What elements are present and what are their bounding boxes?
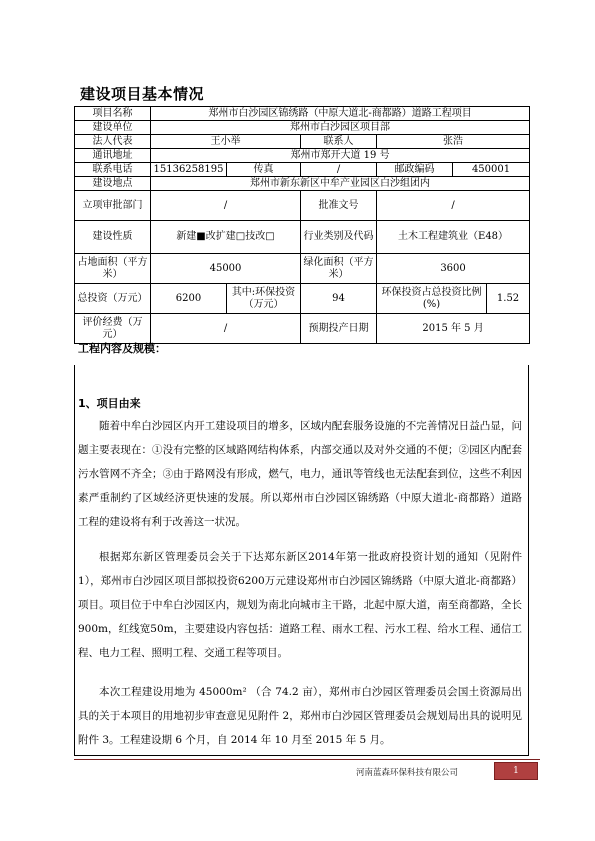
start-date-label: 预期投产日期 [301, 314, 377, 344]
paragraph-1: 随着中牟白沙园区内开工建设项目的增多，区域内配套服务设施的不完善情况日益凸显，问题主要表现在：①没有完整的区域路网结构体系，内部交通以及对外交通的不便；②园区内配套污水管网不齐全；③由于路网没有形成，燃气，电力，通讯等管线也无法配套到位，这些不利因素严重制约了区域经济更快速的发展。所以郑州市白沙园区锦绣路（中原大道北-商都路）道路工程的建设将有利于改善这一状况。 [78, 420, 522, 528]
page-number: 1 [494, 762, 538, 780]
legal-rep-label: 法人代表 [75, 135, 151, 149]
invest-label: 总投资（万元） [75, 284, 151, 314]
area-value: 45000 [151, 254, 301, 284]
builder-value: 郑州市白沙园区项目部 [151, 121, 530, 135]
green-label: 绿化面积（平方米） [301, 254, 377, 284]
footer-company: 河南蓝森环保科技有限公司 [356, 768, 459, 778]
approval-dept-label: 立项审批部门 [75, 191, 151, 221]
footer-divider [74, 759, 540, 760]
builder-label: 建设单位 [75, 121, 151, 135]
fax-label: 传真 [227, 163, 301, 177]
postcode-value: 450001 [453, 163, 530, 177]
fax-value: / [301, 163, 377, 177]
approval-no-value: / [377, 191, 530, 221]
paragraph-2: 根据郑东新区管理委员会关于下达郑东新区2014年第一批政府投资计划的通知（见附件1），郑州市白沙园区项目部拟投资6200万元建设郑州市白沙园区锦绣路（中原大道北-商都路）项目。项目位于中牟白沙园区内，规划为南北向城市主干路，北起中原大道，南至商都路，全长900m，红线宽50m，主要建设内容包括：道路工程、雨水工程、污水工程、给水工程、通信工程、电力工程、照明工程、交通工程等项目。 [78, 551, 522, 659]
site-value: 郑州市新东新区中牟产业园区白沙组团内 [151, 177, 530, 191]
address-label: 通讯地址 [75, 149, 151, 163]
industry-label: 行业类别及代码 [301, 221, 377, 254]
paragraph-3: 本次工程建设用地为 45000m² （合 74.2 亩），郑州市白沙园区管理委员会国土资源局出具的关于本项目的用地初步审查意见见附件 2，郑州市白沙园区管理委员会规划局出具的说明见附件 3。工程建设期 6 个月，自 2014 年 10 月至 2015 年 5 月。 [78, 686, 522, 746]
env-invest-value: 94 [301, 284, 377, 314]
project-name-label: 项目名称 [75, 107, 151, 121]
site-label: 建设地点 [75, 177, 151, 191]
env-invest-label: 其中:环保投资（万元） [227, 284, 301, 314]
legal-rep-value: 王小举 [151, 135, 301, 149]
nature-label: 建设性质 [75, 221, 151, 254]
postcode-label: 邮政编码 [377, 163, 453, 177]
basic-info-table [74, 106, 530, 344]
phone-label: 联系电话 [75, 163, 151, 177]
section-title: 1、项目由来 [78, 397, 141, 410]
env-ratio-label: 环保投资占总投资比例(%) [377, 284, 487, 314]
phone-value: 15136258195 [151, 163, 227, 177]
eval-fee-value: / [151, 314, 301, 344]
area-label: 占地面积（平方米） [75, 254, 151, 284]
content-heading: 工程内容及规模： [78, 342, 166, 355]
page-title: 建设项目基本情况 [80, 85, 205, 103]
green-value: 3600 [377, 254, 530, 284]
env-ratio-value: 1.52 [487, 284, 530, 314]
eval-fee-label: 评价经费（万元） [75, 314, 151, 344]
nature-value: 新建■改扩建□技改□ [151, 221, 301, 254]
address-value: 郑州市郑开大道 19 号 [151, 149, 530, 163]
contact-value: 张浩 [377, 135, 530, 149]
industry-value: 土木工程建筑业（E48） [377, 221, 530, 254]
approval-no-label: 批准文号 [301, 191, 377, 221]
start-date-value: 2015 年 5 月 [377, 314, 530, 344]
invest-value: 6200 [151, 284, 227, 314]
approval-dept-value: / [151, 191, 301, 221]
project-name-value: 郑州市白沙园区锦绣路（中原大道北-商都路）道路工程项目 [151, 107, 530, 121]
contact-label: 联系人 [301, 135, 377, 149]
